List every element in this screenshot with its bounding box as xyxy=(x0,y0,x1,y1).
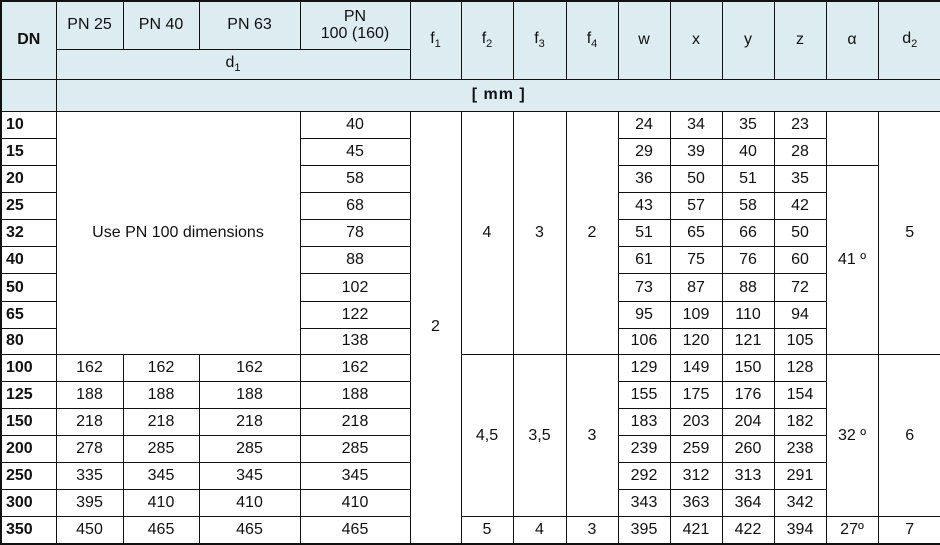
w-cell: 183 xyxy=(618,408,670,435)
header-d1-sub: 1 xyxy=(234,62,241,75)
f4-cell: 3 xyxy=(566,517,618,544)
w-cell: 29 xyxy=(618,138,670,165)
d1-pn100-cell: 218 xyxy=(300,408,410,435)
d1-pn40-cell: 345 xyxy=(123,463,199,490)
d1-pn100-cell: 45 xyxy=(300,138,410,165)
d1-pn100-cell: 465 xyxy=(300,517,410,544)
header-x: x xyxy=(670,1,722,79)
x-cell: 75 xyxy=(670,247,722,274)
header-z: z xyxy=(774,1,826,79)
header-f2-base: f xyxy=(481,30,487,48)
dn-cell: 15 xyxy=(1,138,56,165)
d1-pn25-cell: 162 xyxy=(56,354,123,381)
y-cell: 35 xyxy=(722,111,774,138)
dn-cell: 350 xyxy=(1,517,56,544)
f2-cell: 4 xyxy=(461,111,513,354)
z-cell: 128 xyxy=(774,354,826,381)
w-cell: 95 xyxy=(618,301,670,328)
alpha-blank-cell xyxy=(826,111,878,165)
d1-pn100-cell: 285 xyxy=(300,436,410,463)
d1-pn63-cell: 345 xyxy=(199,463,300,490)
y-cell: 150 xyxy=(722,354,774,381)
dn-cell: 300 xyxy=(1,490,56,517)
d1-pn100-cell: 162 xyxy=(300,354,410,381)
table-row xyxy=(1,517,940,544)
f4-cell: 3 xyxy=(566,354,618,517)
d1-pn40-cell: 162 xyxy=(123,354,199,381)
d2-cell: 6 xyxy=(878,354,940,517)
dn-cell: 20 xyxy=(1,166,56,193)
z-cell: 60 xyxy=(774,247,826,274)
header-y: y xyxy=(722,1,774,79)
header-f2 xyxy=(461,1,513,79)
y-cell: 260 xyxy=(722,436,774,463)
header-pn40: PN 40 xyxy=(123,1,199,49)
alpha-cell: 27º xyxy=(826,517,878,544)
d1-pn63-cell: 465 xyxy=(199,517,300,544)
f2-cell: 5 xyxy=(461,517,513,544)
z-cell: 238 xyxy=(774,436,826,463)
x-cell: 57 xyxy=(670,193,722,220)
x-cell: 65 xyxy=(670,220,722,247)
y-cell: 121 xyxy=(722,328,774,354)
d1-pn100-cell: 138 xyxy=(300,328,410,354)
dn-cell: 25 xyxy=(1,193,56,220)
y-cell: 422 xyxy=(722,517,774,544)
z-cell: 342 xyxy=(774,490,826,517)
z-cell: 105 xyxy=(774,328,826,354)
z-cell: 394 xyxy=(774,517,826,544)
table-row xyxy=(1,111,940,138)
header-pn100-line1: PN xyxy=(343,8,367,26)
x-cell: 120 xyxy=(670,328,722,354)
d2-cell: 5 xyxy=(878,111,940,354)
header-units: [ mm ] xyxy=(56,79,940,111)
x-cell: 50 xyxy=(670,166,722,193)
header-f4-base: f xyxy=(586,30,592,48)
y-cell: 51 xyxy=(722,166,774,193)
d1-pn63-cell: 218 xyxy=(199,408,300,435)
x-cell: 109 xyxy=(670,301,722,328)
d1-pn25-cell: 450 xyxy=(56,517,123,544)
z-cell: 72 xyxy=(774,274,826,301)
x-cell: 203 xyxy=(670,408,722,435)
d1-pn100-cell: 88 xyxy=(300,247,410,274)
dn-cell: 150 xyxy=(1,408,56,435)
dn-cell: 100 xyxy=(1,354,56,381)
d1-pn100-cell: 188 xyxy=(300,381,410,408)
x-cell: 421 xyxy=(670,517,722,544)
x-cell: 39 xyxy=(670,138,722,165)
w-cell: 36 xyxy=(618,166,670,193)
d1-pn40-cell: 410 xyxy=(123,490,199,517)
z-cell: 94 xyxy=(774,301,826,328)
f3-cell: 4 xyxy=(513,517,566,544)
d1-pn63-cell: 162 xyxy=(199,354,300,381)
header-f1 xyxy=(410,1,461,79)
d1-pn100-cell: 58 xyxy=(300,166,410,193)
d1-pn25-cell: 335 xyxy=(56,463,123,490)
header-f4 xyxy=(566,1,618,79)
z-cell: 28 xyxy=(774,138,826,165)
w-cell: 239 xyxy=(618,436,670,463)
x-cell: 175 xyxy=(670,381,722,408)
header-f3-base: f xyxy=(534,30,539,48)
y-cell: 88 xyxy=(722,274,774,301)
w-cell: 292 xyxy=(618,463,670,490)
w-cell: 61 xyxy=(618,247,670,274)
header-pn63: PN 63 xyxy=(199,1,300,49)
y-cell: 58 xyxy=(722,193,774,220)
f1-cell: 2 xyxy=(410,111,461,544)
header-f1-base: f xyxy=(430,30,435,48)
alpha-cell: 32 º xyxy=(826,354,878,517)
x-cell: 87 xyxy=(670,274,722,301)
y-cell: 176 xyxy=(722,381,774,408)
dn-cell: 80 xyxy=(1,328,56,354)
dn-cell: 50 xyxy=(1,274,56,301)
z-cell: 154 xyxy=(774,381,826,408)
x-cell: 363 xyxy=(670,490,722,517)
w-cell: 24 xyxy=(618,111,670,138)
w-cell: 395 xyxy=(618,517,670,544)
d1-pn63-cell: 285 xyxy=(199,436,300,463)
f4-cell: 2 xyxy=(566,111,618,354)
z-cell: 291 xyxy=(774,463,826,490)
z-cell: 50 xyxy=(774,220,826,247)
header-pn100-line2: 100 (160) xyxy=(320,25,390,43)
header-f3 xyxy=(513,1,566,79)
header-d1-base: d xyxy=(225,54,235,72)
w-cell: 51 xyxy=(618,220,670,247)
d1-pn100-cell: 68 xyxy=(300,193,410,220)
z-cell: 35 xyxy=(774,166,826,193)
dn-cell: 32 xyxy=(1,220,56,247)
f3-cell: 3 xyxy=(513,111,566,354)
f3-cell: 3,5 xyxy=(513,354,566,517)
x-cell: 312 xyxy=(670,463,722,490)
d2-cell: 7 xyxy=(878,517,940,544)
y-cell: 66 xyxy=(722,220,774,247)
y-cell: 76 xyxy=(722,247,774,274)
w-cell: 155 xyxy=(618,381,670,408)
w-cell: 73 xyxy=(618,274,670,301)
header-pn100 xyxy=(300,1,410,49)
d1-pn25-cell: 278 xyxy=(56,436,123,463)
dn-cell: 65 xyxy=(1,301,56,328)
header-f1-sub: 1 xyxy=(434,38,441,51)
header-pn25: PN 25 xyxy=(56,1,123,49)
d1-pn40-cell: 465 xyxy=(123,517,199,544)
d1-pn100-cell: 40 xyxy=(300,111,410,138)
header-d2-sub: 2 xyxy=(911,38,918,51)
y-cell: 110 xyxy=(722,301,774,328)
header-d2 xyxy=(878,1,940,79)
y-cell: 313 xyxy=(722,463,774,490)
y-cell: 364 xyxy=(722,490,774,517)
x-cell: 34 xyxy=(670,111,722,138)
dn-cell: 40 xyxy=(1,247,56,274)
y-cell: 40 xyxy=(722,138,774,165)
header-f4-sub: 4 xyxy=(591,38,598,51)
use-pn100-note: Use PN 100 dimensions xyxy=(56,111,300,354)
y-cell: 204 xyxy=(722,408,774,435)
w-cell: 343 xyxy=(618,490,670,517)
header-dn: DN xyxy=(1,1,56,79)
header-d1 xyxy=(56,49,410,79)
header-d2-base: d xyxy=(902,30,912,48)
header-f2-sub: 2 xyxy=(486,38,493,51)
w-cell: 43 xyxy=(618,193,670,220)
header-alpha: α xyxy=(826,1,878,79)
d1-pn100-cell: 78 xyxy=(300,220,410,247)
d1-pn100-cell: 122 xyxy=(300,301,410,328)
d1-pn100-cell: 102 xyxy=(300,274,410,301)
w-cell: 106 xyxy=(618,328,670,354)
d1-pn40-cell: 285 xyxy=(123,436,199,463)
d1-pn40-cell: 218 xyxy=(123,408,199,435)
d1-pn63-cell: 410 xyxy=(199,490,300,517)
z-cell: 42 xyxy=(774,193,826,220)
f2-cell: 4,5 xyxy=(461,354,513,517)
w-cell: 129 xyxy=(618,354,670,381)
d1-pn100-cell: 345 xyxy=(300,463,410,490)
x-cell: 149 xyxy=(670,354,722,381)
alpha-cell: 41 º xyxy=(826,166,878,355)
z-cell: 182 xyxy=(774,408,826,435)
z-cell: 23 xyxy=(774,111,826,138)
dn-cell: 125 xyxy=(1,381,56,408)
dn-cell: 200 xyxy=(1,436,56,463)
header-w: w xyxy=(618,1,670,79)
d1-pn25-cell: 218 xyxy=(56,408,123,435)
table-row xyxy=(1,354,940,381)
d1-pn100-cell: 410 xyxy=(300,490,410,517)
d1-pn25-cell: 395 xyxy=(56,490,123,517)
header-f3-sub: 3 xyxy=(538,38,545,51)
dn-cell: 10 xyxy=(1,111,56,138)
x-cell: 259 xyxy=(670,436,722,463)
dn-cell: 250 xyxy=(1,463,56,490)
d1-pn63-cell: 188 xyxy=(199,381,300,408)
d1-pn40-cell: 188 xyxy=(123,381,199,408)
d1-pn25-cell: 188 xyxy=(56,381,123,408)
